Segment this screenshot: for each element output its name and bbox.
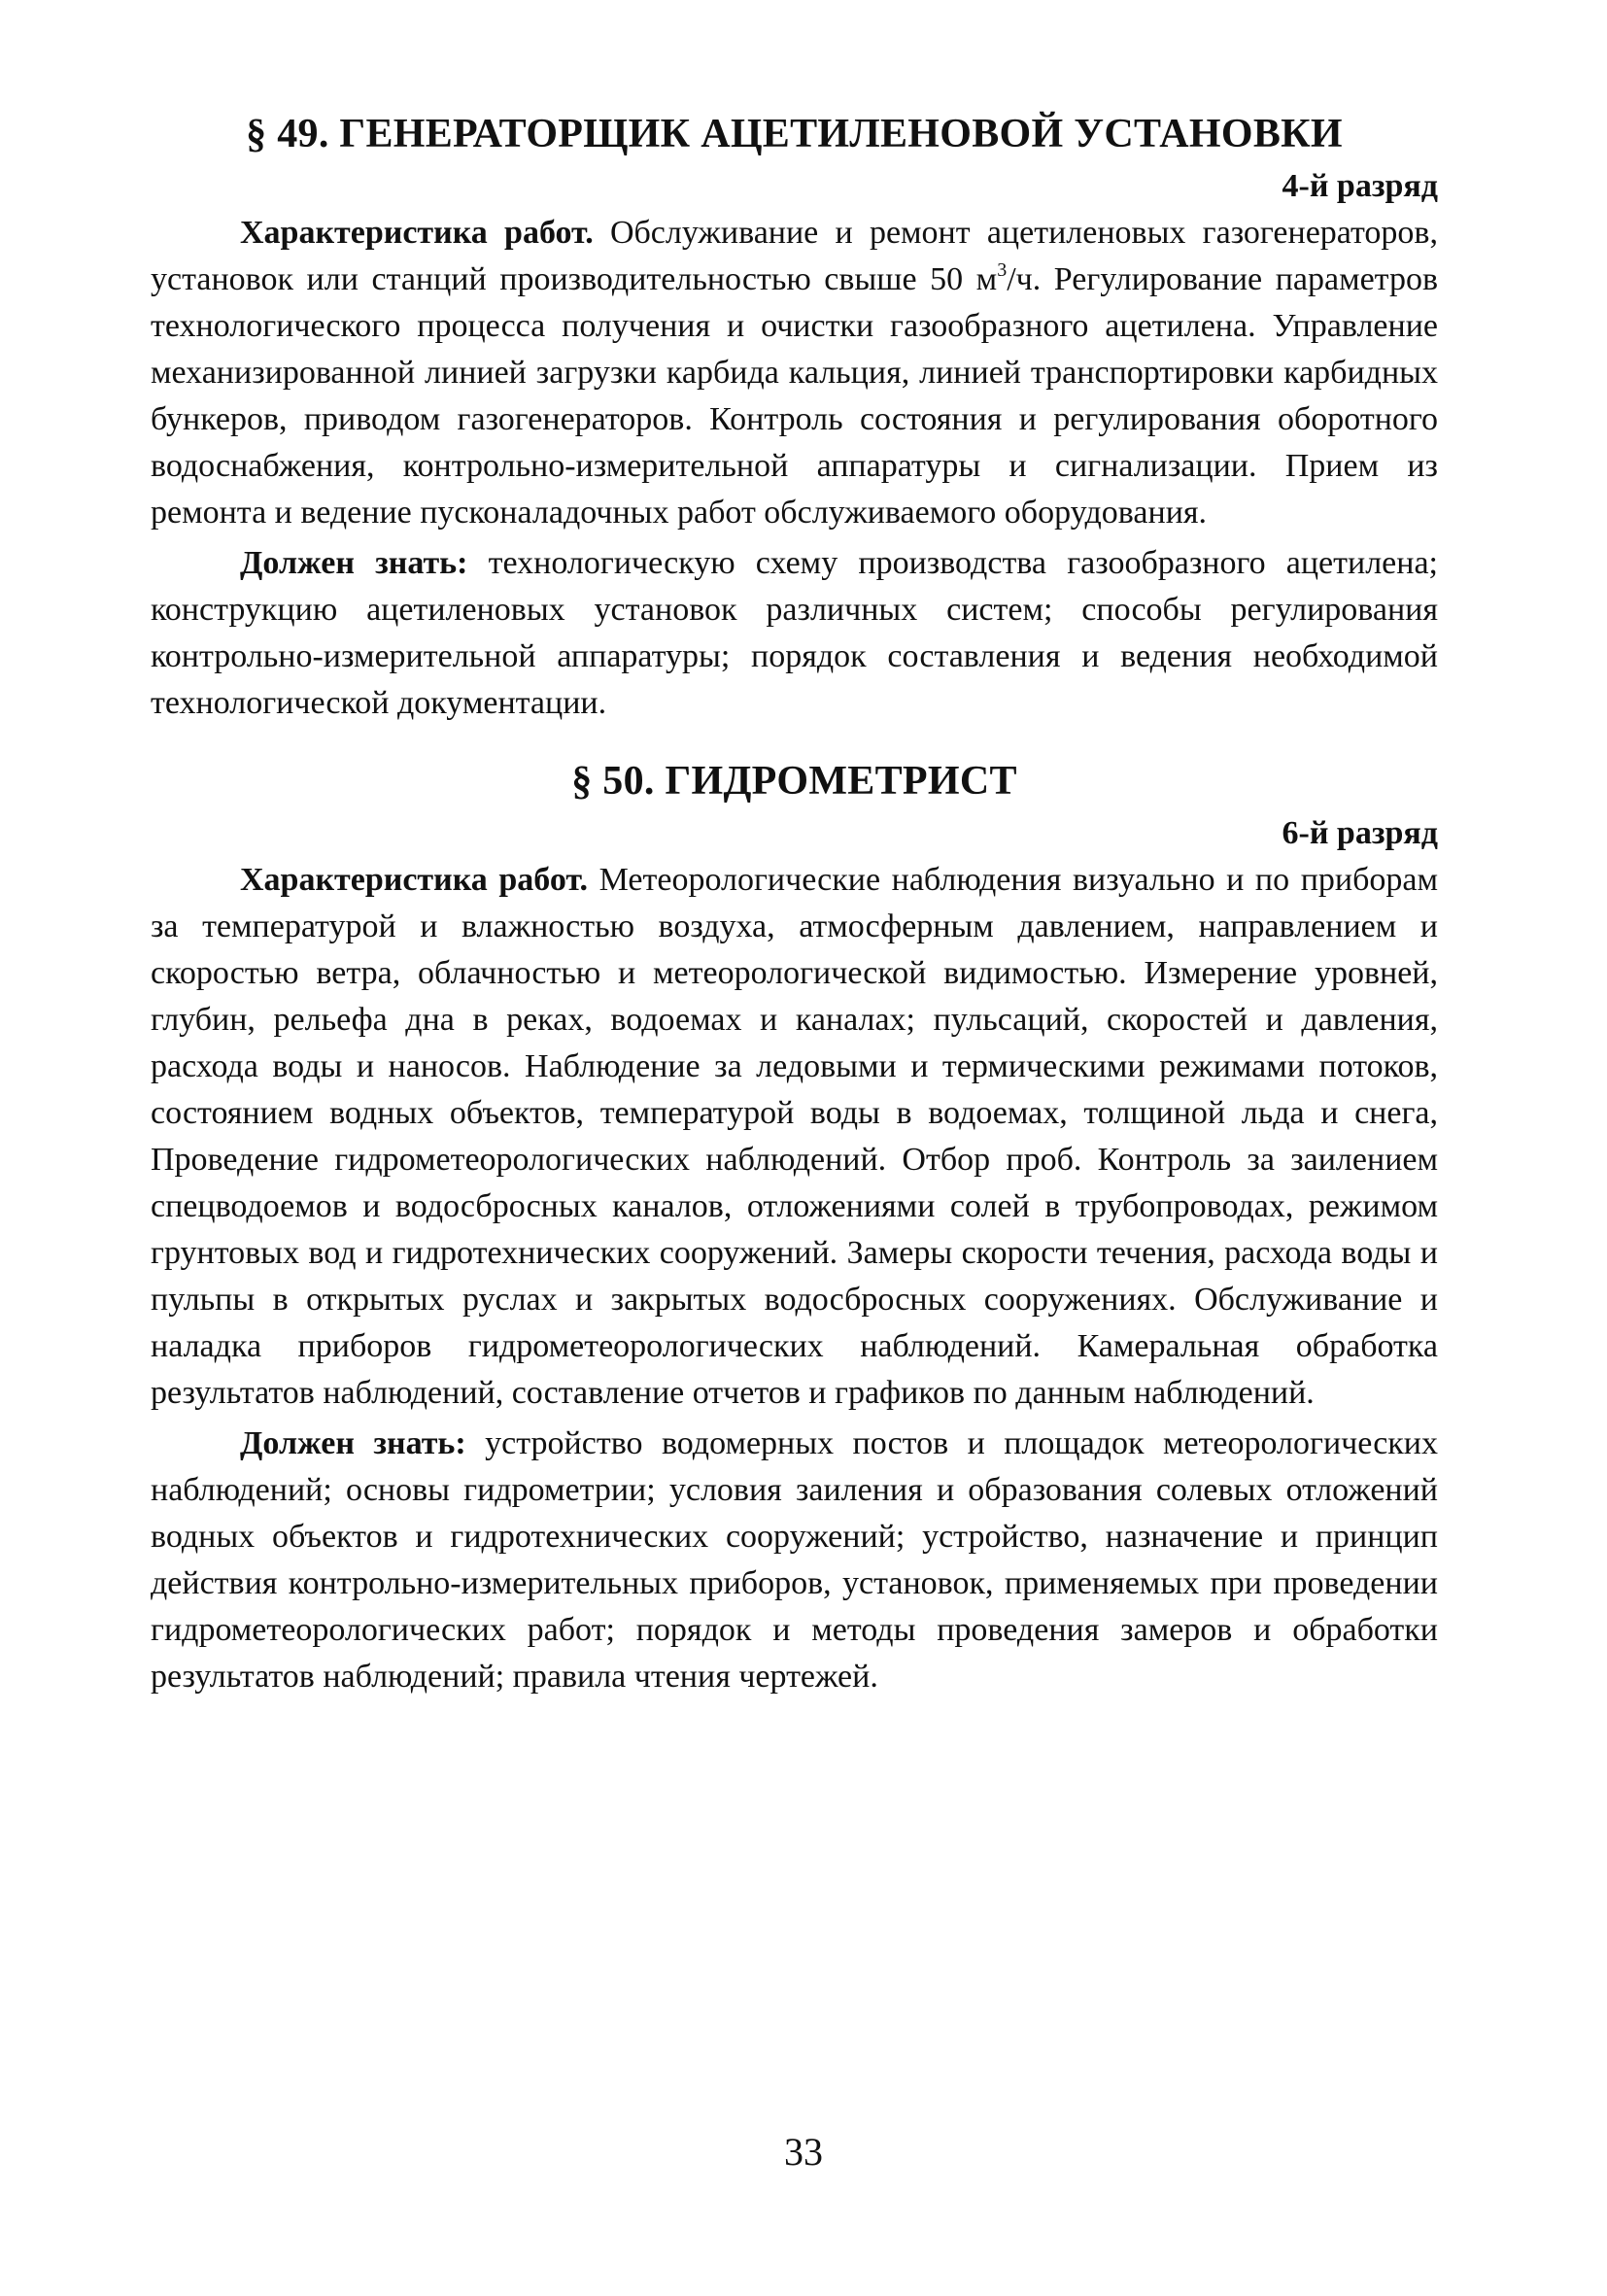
superscript: 3 [997, 259, 1008, 281]
document-page [151, 107, 1438, 1700]
required-knowledge-paragraph [151, 1421, 1438, 1700]
work-description-paragraph [151, 210, 1438, 536]
work-description-paragraph [151, 857, 1438, 1417]
work-description-text: Обслуживание и ремонт ацетиленовых газогенераторов, установок или станций производительностью свыше 50 м [151, 215, 1438, 297]
work-description-lead: Характеристика работ. [240, 215, 594, 251]
work-description-lead: Характеристика работ. [240, 862, 589, 898]
section-title: § 50. ГИДРОМЕТРИСТ [571, 759, 1017, 804]
grade-label: 4-й разряд [1282, 168, 1438, 204]
work-description-text-cont: /ч. Регулирование параметров технологического процесса получения и очистки газообразного ацетилена. Управление механизированной линией загрузки карбида кальция, линией транспортировки карбидных бункеров, приводом газогенераторов. Контроль состояния и регулирования оборотного водоснабжения, контрольно-измерительной аппаратуры и сигнализации. Прием из ремонта и ведение пусконаладочных работ обслуживаемого оборудования. [151, 261, 1438, 531]
required-knowledge-text: технологическую схему производства газообразного ацетилена; конструкцию ацетиленовых установок различных систем; способы регулирования контрольно-измерительной аппаратуры; порядок составления и ведения необходимой технологической документации. [151, 545, 1438, 721]
required-knowledge-lead: Должен знать: [240, 545, 468, 581]
page-number: 33 [784, 2130, 823, 2174]
required-knowledge-paragraph [151, 540, 1438, 727]
required-knowledge-lead: Должен знать: [240, 1425, 466, 1461]
required-knowledge-text: устройство водомерных постов и площадок метеорологических наблюдений; основы гидрометрии; условия заиления и образования солевых отложений водных объектов и гидротехнических сооружений; устройство, назначение и принцип действия контрольно-измерительных приборов, установок, применяемых при проведении гидрометеорологических работ; порядок и методы проведения замеров и обработки результатов наблюдений; правила чтения чертежей. [151, 1425, 1438, 1695]
section-50 [151, 754, 1438, 1700]
section-title: § 49. ГЕНЕРАТОРЩИК АЦЕТИЛЕНОВОЙ УСТАНОВКИ [246, 112, 1343, 156]
grade-label: 6-й разряд [1282, 815, 1438, 851]
work-description-text: Метеорологические наблюдения визуально и по приборам за температурой и влажностью воздуха, атмосферным давлением, направлением и скоростью ветра, облачностью и метеорологической видимостью. Измерение уровней, глубин, рельефа дна в реках, водоемах и каналах; пульсаций, скоростей и давления, расхода воды и наносов. Наблюдение за ледовыми и термическими режимами потоков, состоянием водных объектов, температурой воды в водоемах, толщиной льда и снега, Проведение гидрометеорологических наблюдений. Отбор проб. Контроль за заилением спецводоемов и водосбросных каналов, отложениями солей в трубопроводах, режимом грунтовых вод и гидротехнических сооружений. Замеры скорости течения, расхода воды и пульпы в открытых руслах и закрытых водосбросных сооружениях. Обслуживание и наладка приборов гидрометеорологических наблюдений. Камеральная обработка результатов наблюдений, составление отчетов и графиков по данным наблюдений. [151, 862, 1438, 1411]
section-49 [151, 107, 1438, 727]
